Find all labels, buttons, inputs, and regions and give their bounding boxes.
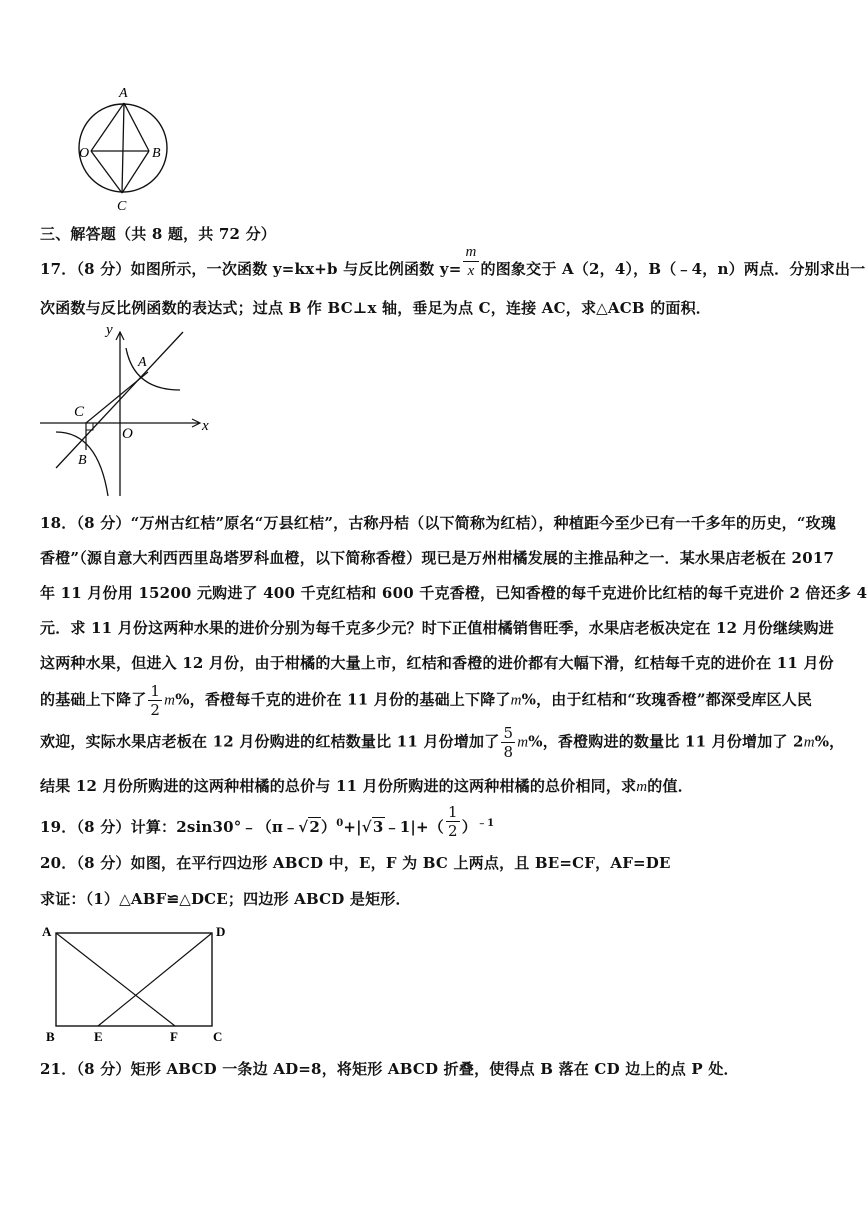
rectangle-figure (38, 920, 238, 1044)
q18-text: %，香橙购进的数量比 11 月份增加了 2 (528, 732, 804, 751)
q18-line-3: 年 11 月份用 15200 元购进了 400 千克红桔和 600 千克香橙，已知香橙的每千克进价比红桔的每千克进价 2 倍还多 4 (40, 584, 868, 602)
sqrt-symbol: √ (361, 818, 372, 836)
var-m: m (510, 692, 522, 709)
segment-oa (91, 103, 124, 151)
label-e: E (94, 1029, 103, 1044)
label-x: x (202, 418, 209, 434)
sqrt-3: 3 (372, 818, 384, 836)
label-f: F (170, 1029, 178, 1044)
q19-text: ） (320, 818, 337, 836)
q18-line-5: 这两种水果，但进入 12 月份，由于柑橘的大量上市，红桔和香橙的进价都有大幅下滑，红桔每千克的进价在 11 月份 (40, 654, 834, 672)
q20-line-2: 求证：（1）△ABF≌△DCE；四边形 ABCD 是矩形． (40, 890, 411, 908)
function-graph (38, 320, 218, 500)
q18-text: %， (814, 732, 845, 751)
fraction-five-eighths: $\frac{5}{8}$ (503, 724, 514, 761)
label-b: B (46, 1029, 55, 1044)
var-m: m (636, 779, 648, 795)
q21-line-1: 21．（8 分）矩形 ABCD 一条边 AD=8，将矩形 ABCD 折叠，使得点 B 落在 CD 边上的点 P 处． (40, 1060, 739, 1078)
q19-text: ﹣1|+（ (384, 818, 444, 836)
circle-figure (36, 82, 186, 214)
q19-text: +| (343, 818, 362, 836)
segment-ac (122, 103, 124, 193)
exponent-minus-one: ﹣1 (476, 818, 495, 829)
exponent-zero: 0 (336, 818, 344, 829)
label-c: C (74, 404, 85, 420)
segment-co (91, 151, 122, 193)
q19-text: 19．（8 分）计算：2sin30°﹣（π﹣ (40, 818, 299, 836)
var-m: m (517, 734, 529, 751)
q18-line-8 (40, 775, 693, 796)
var-m: m (803, 734, 815, 751)
label-c: C (213, 1029, 223, 1044)
sqrt-symbol: √ (298, 818, 309, 836)
label-y: y (106, 322, 113, 338)
q18-line-7 (40, 724, 844, 761)
q19-text: ） (461, 818, 477, 836)
q17-fraction: $\frac{m}{x}$ (465, 243, 477, 279)
q20-line-1: 20．（8 分）如图，在平行四边形 ABCD 中，E，F 为 BC 上两点，且 BE=CF，AF=DE (40, 854, 671, 872)
var-m: m (164, 692, 176, 709)
label-b: B (152, 146, 161, 161)
label-d: D (216, 924, 226, 939)
rectangle-abcd (56, 933, 212, 1026)
label-b: B (78, 453, 87, 468)
q18-text: 结果 12 月份所购进的这两种柑橘的总价与 11 月份所购进的这两种柑橘的总价相同，求 (40, 777, 637, 795)
q17-text-a: 17．（8 分）如图所示，一次函数 y=kx+b 与反比例函数 y= (40, 260, 462, 278)
section-3-title: 三、解答题（共 8 题，共 72 分） (40, 225, 277, 243)
q18-line-2: 香橙”（源自意大利西西里岛塔罗科血橙，以下简称香橙）现已是万州柑橘发展的主推品种之一．某水果店老板在 2017 (40, 549, 835, 567)
q17-line-1 (40, 243, 866, 280)
label-a: A (42, 924, 52, 939)
q18-text: %，香橙每千克的进价在 11 月份的基础上下降了 (175, 690, 511, 709)
label-o: O (122, 426, 133, 442)
fraction-one-half: $\frac{1}{2}$ (447, 802, 458, 840)
q18-text: 的基础上下降了 (40, 690, 147, 709)
sqrt-2: 2 (309, 818, 320, 836)
q18-text: 欢迎，实际水果店老板在 12 月份购进的红桔数量比 11 月份增加了 (40, 732, 500, 751)
q19-line (40, 802, 495, 840)
q18-line-6 (40, 682, 812, 719)
label-c: C (117, 199, 127, 214)
q18-text: 的值． (647, 777, 693, 795)
q18-line-4: 元．求 11 月份这两种水果的进价分别为每千克多少元？时下正值柑橘销售旺季，水果店老板决定在 12 月份继续购进 (40, 619, 834, 637)
q17-text-b: 的图象交于 A（2，4），B（﹣4，n）两点．分别求出一 (480, 260, 866, 278)
fraction-one-half: $\frac{1}{2}$ (150, 682, 161, 719)
label-a: A (138, 355, 147, 370)
q18-text: %，由于红桔和“玫瑰香橙”都深受库区人民 (521, 690, 813, 709)
line-ac (86, 372, 148, 423)
label-a: A (119, 86, 128, 101)
q17-line-2: 次函数与反比例函数的表达式；过点 B 作 BC⊥x 轴，垂足为点 C，连接 AC，求△ACB 的面积． (40, 299, 711, 317)
label-o: O (79, 146, 90, 161)
q18-line-1: 18．（8 分）“万州古红桔”原名“万县红桔”，古称丹桔（以下简称为红桔），种植距今至少已有一千多年的历史，“玫瑰 (40, 514, 837, 532)
